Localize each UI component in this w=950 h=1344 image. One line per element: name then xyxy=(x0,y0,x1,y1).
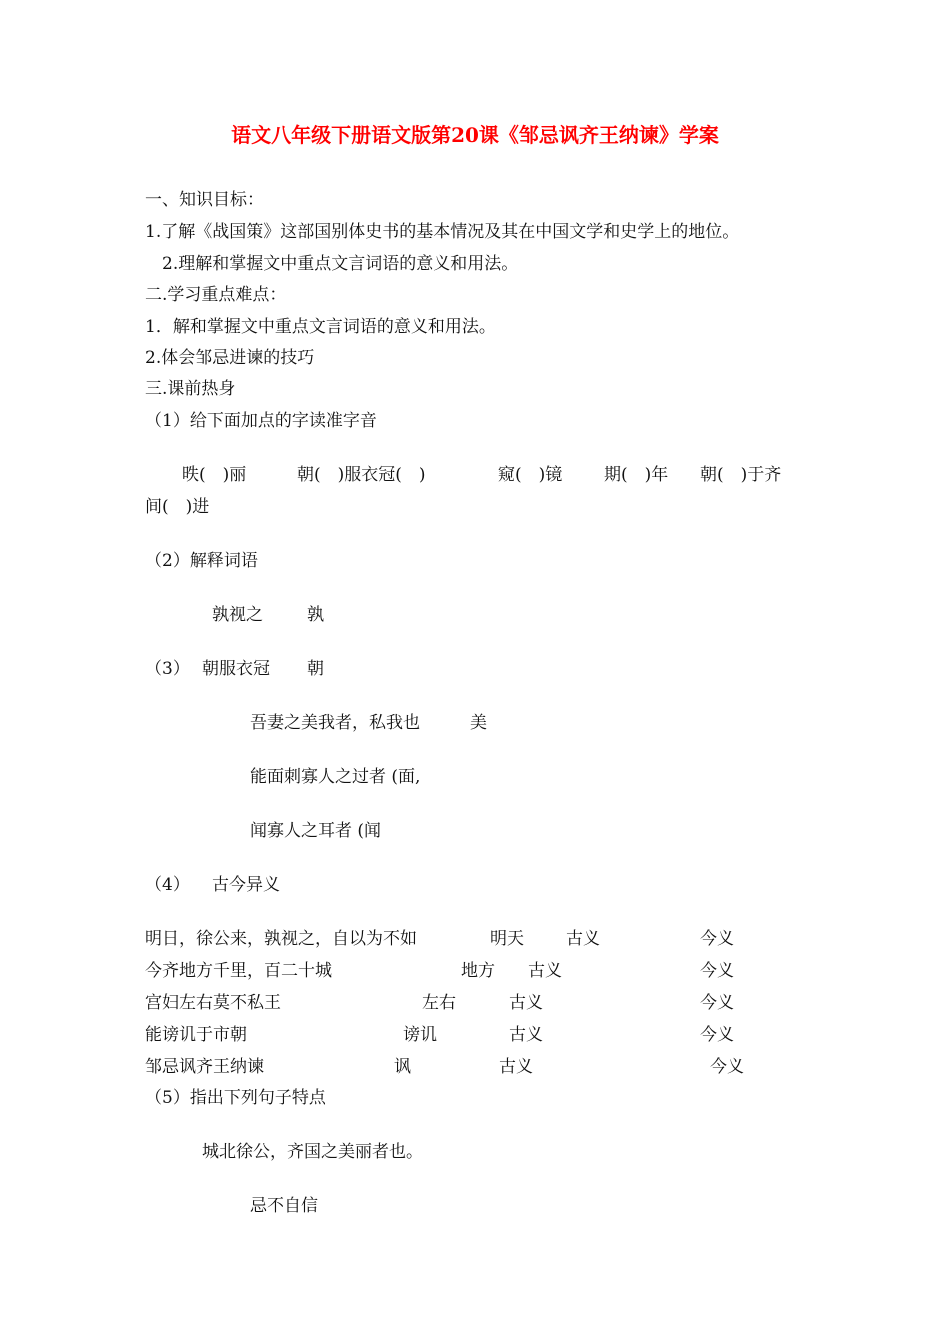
archaic-word: 左右 xyxy=(422,993,456,1013)
archaic-sentence: 今齐地方千里，百二十城 xyxy=(145,961,332,981)
section-heading-goals: 一、知识目标： xyxy=(145,190,264,210)
pronunciation-item: 朝( )服衣冠( ) xyxy=(297,465,426,485)
archaic-word: 谤讥 xyxy=(403,1025,437,1045)
modern-meaning-label: 今义 xyxy=(700,993,734,1013)
pronunciation-item: 期( )年 xyxy=(604,465,669,485)
vocab-phrase: 闻寡人之耳者 (闻 xyxy=(250,821,382,841)
key-point-item-1: 1．解和掌握文中重点文言词语的意义和用法。 xyxy=(145,317,496,337)
vocab-phrase: 吾妻之美我者，私我也 xyxy=(250,713,420,733)
archaic-sentence: 宫妇左右莫不私王 xyxy=(145,993,281,1013)
ancient-meaning-label: 古义 xyxy=(509,1025,543,1045)
vocab-phrase: 朝服衣冠 xyxy=(202,659,270,679)
sentence-example: 城北徐公，齐国之美丽者也。 xyxy=(202,1142,423,1162)
question-5-label: （5）指出下列句子特点 xyxy=(145,1088,326,1108)
modern-meaning-label: 今义 xyxy=(700,1025,734,1045)
vocab-phrase: 能面刺寡人之过者 (面, xyxy=(250,767,421,787)
ancient-meaning-label: 古义 xyxy=(566,929,600,949)
question-3-label: （3） xyxy=(145,659,190,679)
archaic-sentence: 明日，徐公来，孰视之，自以为不如 xyxy=(145,929,417,949)
vocab-word: 朝 xyxy=(307,659,324,679)
archaic-word: 明天 xyxy=(490,929,524,949)
document-title: 语文八年级下册语文版第20课《邹忌讽齐王纳谏》学案 xyxy=(231,123,719,147)
modern-meaning-label: 今义 xyxy=(700,929,734,949)
pronunciation-item: 昳( )丽 xyxy=(182,465,247,485)
section-heading-warmup: 三.课前热身 xyxy=(145,379,236,399)
pronunciation-item: 朝( )于齐 xyxy=(700,465,782,485)
vocab-phrase: 孰视之 xyxy=(212,605,263,625)
question-2-label: （2）解释词语 xyxy=(145,551,258,571)
archaic-sentence: 邹忌讽齐王纳谏 xyxy=(145,1057,264,1077)
goal-item-2: 2.理解和掌握文中重点文言词语的意义和用法。 xyxy=(162,254,519,274)
ancient-meaning-label: 古义 xyxy=(499,1057,533,1077)
archaic-sentence: 能谤讥于市朝 xyxy=(145,1025,247,1045)
pronunciation-item: 窥( )镜 xyxy=(498,465,563,485)
modern-meaning-label: 今义 xyxy=(710,1057,744,1077)
pronunciation-item: 间( )进 xyxy=(145,497,210,517)
key-point-item-2: 2.体会邹忌进谏的技巧 xyxy=(145,348,315,368)
vocab-word: 美 xyxy=(470,713,487,733)
vocab-word: 孰 xyxy=(307,605,324,625)
ancient-meaning-label: 古义 xyxy=(509,993,543,1013)
question-1-label: （1）给下面加点的字读准字音 xyxy=(145,411,377,431)
sentence-example: 忌不自信 xyxy=(250,1196,318,1216)
section-heading-key-points: 二.学习重点难点： xyxy=(145,285,287,305)
ancient-meaning-label: 古义 xyxy=(528,961,562,981)
goal-item-1: 1.了解《战国策》这部国别体史书的基本情况及其在中国文学和史学上的地位。 xyxy=(145,222,740,242)
question-4-label: （4） xyxy=(145,875,190,895)
question-4-title: 古今异义 xyxy=(212,875,280,895)
modern-meaning-label: 今义 xyxy=(700,961,734,981)
archaic-word: 讽 xyxy=(394,1057,411,1077)
archaic-word: 地方 xyxy=(461,961,495,981)
